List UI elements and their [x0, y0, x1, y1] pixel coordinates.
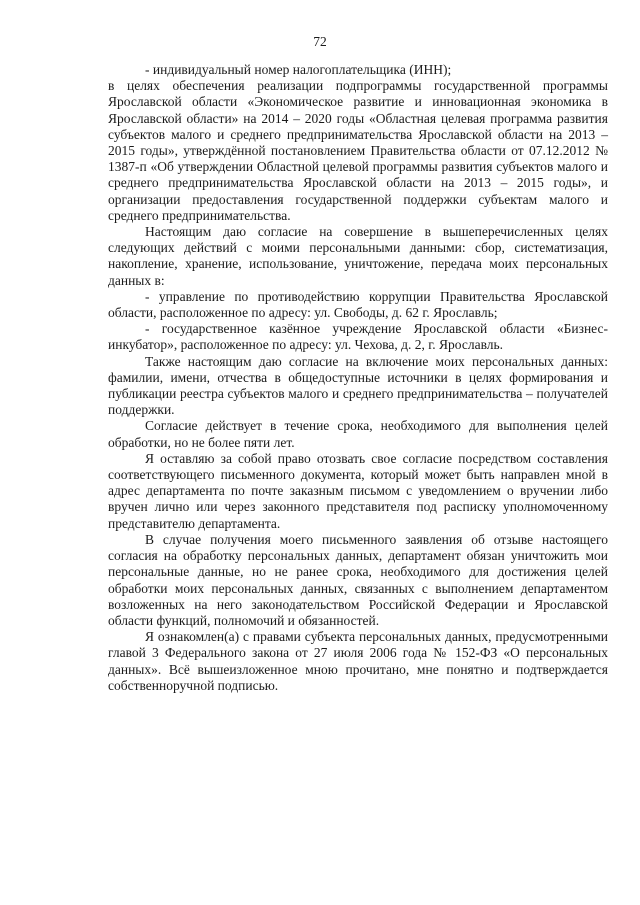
paragraph-revocation: Я оставляю за собой право отозвать свое согласие посредством составления соответствующего письменного документа, который может быть направлен мной в адрес департамента по почте заказным письмом с уведомлением о вручении либо вручен лично или через законного представителя под расписку уполномоченному представителю департамента.: [108, 450, 608, 531]
paragraph-purpose: в целях обеспечения реализации подпрограммы государственной программы Ярославской области «Экономическое развитие и инновационная экономика в Ярославской области» на 2014 – 2020 годы «Областная целевая программа развития субъектов малого и среднего предпринимательства Ярославской области на 2013 – 2015 годы», утверждённой постановлением Правительства области от 07.12.2012 № 1387-п «Об утверждении Областной целевой программы развития субъектов малого и среднего предпринимательства Ярославской области на 2013 – 2015 годы», и организации предоставления государственной поддержки субъектам малого и среднего предпринимательства.: [108, 78, 608, 223]
paragraph-recipient-incubator: - государственное казённое учреждение Ярославской области «Бизнес-инкубатор», расположенное по адресу: ул. Чехова, д. 2, г. Ярославль.: [108, 321, 608, 353]
paragraph-consent-actions: Настоящим даю согласие на совершение в вышеперечисленных целях следующих действий с моими персональными данными: сбор, систематизация, накопление, хранение, использование, уничтожение, передача моих персональных данных в:: [108, 224, 608, 288]
document-body: [108, 62, 608, 694]
paragraph-data-destruction: В случае получения моего письменного заявления об отзыве настоящего согласия на обработку персональных данных, департамент обязан уничтожить мои персональные данные, но не ранее срока, необходимого для достижения целей обработки моих персональных данных, связанных с выполнением департаментом возложенных на него законодательством Российской Федерации и Ярославской области функций, полномочий и обязанностей.: [108, 531, 608, 628]
paragraph-public-sources: Также настоящим даю согласие на включение моих персональных данных: фамилии, имени, отчества в общедоступные источники в целях формирования и публикации реестра субъектов малого и среднего предпринимательства – получателей поддержки.: [108, 353, 608, 418]
paragraph-inn: - индивидуальный номер налогоплательщика (ИНН);: [145, 62, 452, 77]
page-number: 72: [313, 34, 327, 49]
paragraph-acknowledgement: Я ознакомлен(а) с правами субъекта персональных данных, предусмотренными главой 3 Федерального закона от 27 июля 2006 года № 152-ФЗ «О персональных данных». Всё вышеизложенное мною прочитано, мне понятно и подтверждается собственноручной подписью.: [108, 629, 608, 693]
paragraph-validity: Согласие действует в течение срока, необходимого для выполнения целей обработки, но не более пяти лет.: [108, 418, 608, 450]
paragraph-recipient-anticorruption: - управление по противодействию коррупции Правительства Ярославской области, расположенное по адресу: ул. Свободы, д. 62 г. Ярославль;: [108, 288, 608, 321]
